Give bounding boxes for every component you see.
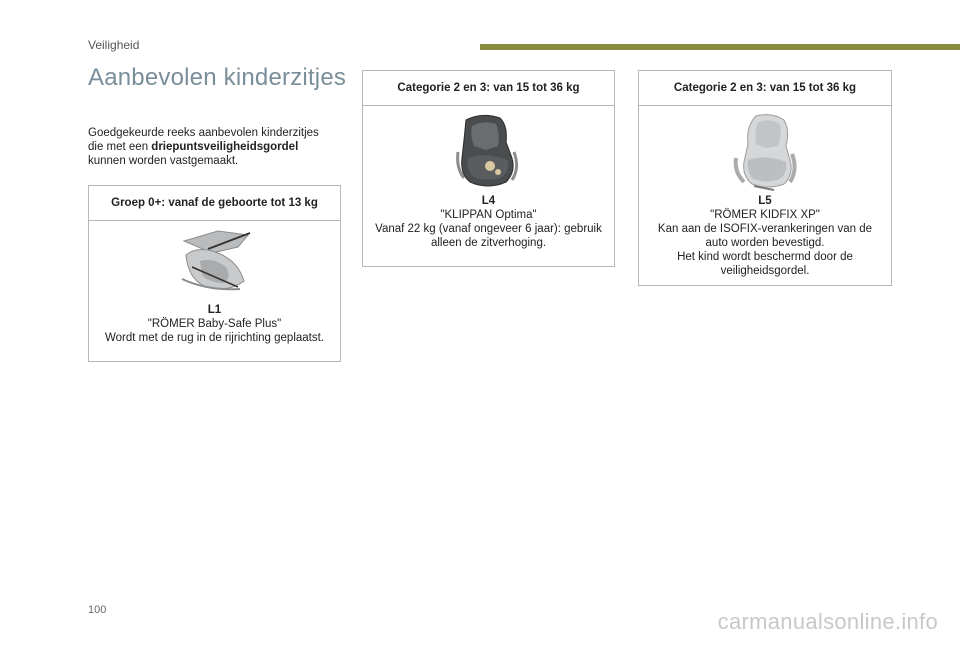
seat-card-l5 xyxy=(638,70,892,286)
card-description-line: Wordt met de rug in de rijrichting geplaatst. xyxy=(104,332,325,344)
card-body xyxy=(639,106,891,278)
intro-line-2-bold: driepuntsveiligheidsgordel xyxy=(151,141,299,153)
card-description-line: alleen de zitverhoging. xyxy=(430,237,547,249)
section-label: Veiligheid xyxy=(88,38,140,52)
header-accent-bar xyxy=(480,44,960,50)
card-model-name: "KLIPPAN Optima" xyxy=(440,209,537,221)
seat-card-l4 xyxy=(362,70,615,267)
card-description-line: Het kind wordt beschermd door de xyxy=(677,251,853,263)
seat-card-l1 xyxy=(88,185,341,362)
card-description-line: auto worden bevestigd. xyxy=(705,237,825,249)
card-header: Categorie 2 en 3: van 15 tot 36 kg xyxy=(639,71,891,106)
intro-line-1: Goedgekeurde reeks aanbevolen kinderzitjes xyxy=(88,127,319,139)
intro-line-2 xyxy=(88,140,340,154)
card-header: Categorie 2 en 3: van 15 tot 36 kg xyxy=(363,71,614,106)
isofix-seat-image xyxy=(728,112,802,192)
card-body xyxy=(363,106,614,250)
page-title: Aanbevolen kinderzitjes xyxy=(88,64,347,91)
card-description-line: Vanaf 22 kg (vanaf ongeveer 6 jaar): gebruik xyxy=(375,223,602,235)
baby-seat-image xyxy=(178,227,252,297)
booster-seat-image xyxy=(452,112,526,192)
card-model-name: "RÖMER Baby-Safe Plus" xyxy=(147,318,282,330)
watermark-text: carmanualsonline.info xyxy=(717,609,938,634)
card-description-line: Kan aan de ISOFIX-verankeringen van de xyxy=(657,223,873,235)
card-code: L1 xyxy=(207,304,222,316)
card-code: L4 xyxy=(481,195,496,207)
card-description-line: veiligheidsgordel. xyxy=(720,265,810,277)
intro-line-2-pre: die met een xyxy=(88,141,152,153)
card-model-name: "RÖMER KIDFIX XP" xyxy=(710,209,820,221)
card-body xyxy=(89,221,340,345)
intro-text xyxy=(88,126,340,168)
intro-line-3: kunnen worden vastgemaakt. xyxy=(88,155,239,167)
page-number: 100 xyxy=(88,604,107,616)
card-code: L5 xyxy=(758,195,772,207)
card-header: Groep 0+: vanaf de geboorte tot 13 kg xyxy=(89,186,340,221)
